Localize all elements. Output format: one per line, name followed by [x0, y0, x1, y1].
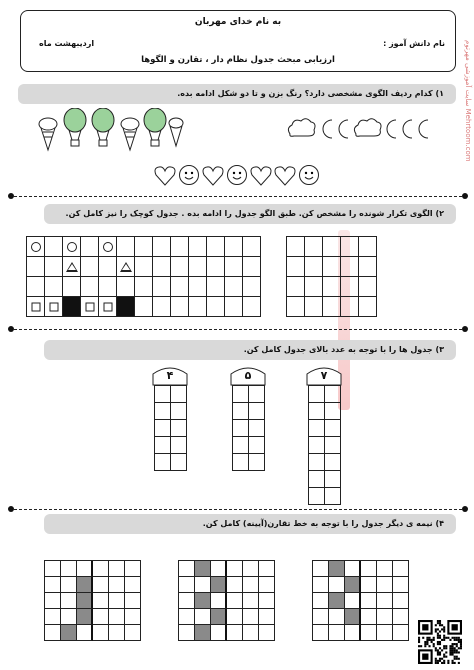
tower-cell[interactable]	[309, 403, 325, 420]
q1-row-heart-smiley	[154, 164, 324, 188]
section-divider	[14, 196, 462, 197]
tower-cell[interactable]	[155, 454, 171, 471]
question-2-bar	[44, 204, 456, 224]
symmetry-cell[interactable]	[227, 593, 243, 609]
tower-cell[interactable]	[325, 488, 341, 505]
symmetry-cell[interactable]	[93, 561, 109, 577]
grid-cell[interactable]	[323, 297, 341, 317]
grid-cell[interactable]	[45, 297, 63, 317]
grid-cell[interactable]	[225, 237, 243, 257]
symmetry-cell[interactable]	[377, 577, 393, 593]
smiley-icon	[228, 166, 247, 185]
grid-cell[interactable]	[99, 237, 117, 257]
ice-cream-icon	[169, 118, 183, 146]
grid-cell[interactable]	[171, 237, 189, 257]
grid-cell[interactable]	[81, 237, 99, 257]
divider-dot	[462, 193, 468, 199]
grid-cell[interactable]	[135, 237, 153, 257]
divider-dot	[462, 506, 468, 512]
tower-cell[interactable]	[233, 454, 249, 471]
grid-cell[interactable]	[287, 237, 305, 257]
symmetry-cell[interactable]	[259, 609, 275, 625]
date-label: اردیبهشت ماه	[39, 39, 95, 48]
symmetry-cell[interactable]	[393, 577, 409, 593]
qr-code-icon	[418, 620, 462, 664]
symmetry-cell[interactable]	[109, 625, 125, 641]
ice-cream-icon	[121, 118, 139, 150]
grid-cell[interactable]	[207, 277, 225, 297]
grid-cell[interactable]	[45, 277, 63, 297]
symmetry-cell[interactable]	[345, 561, 361, 577]
tower-cell[interactable]	[233, 437, 249, 454]
tower-cell[interactable]	[325, 454, 341, 471]
grid-cell[interactable]	[287, 277, 305, 297]
symmetry-cell[interactable]	[179, 577, 195, 593]
symmetry-cell[interactable]	[45, 625, 61, 641]
symmetry-cell[interactable]	[61, 561, 77, 577]
symmetry-cell[interactable]	[77, 561, 93, 577]
symmetry-cell[interactable]	[243, 593, 259, 609]
tower-cell[interactable]	[309, 471, 325, 488]
grid-cell[interactable]	[63, 257, 81, 277]
symmetry-cell[interactable]	[393, 561, 409, 577]
grid-cell[interactable]	[27, 297, 45, 317]
tower-cell[interactable]	[233, 420, 249, 437]
tower-cell[interactable]	[233, 403, 249, 420]
tower-cell[interactable]	[309, 386, 325, 403]
grid-cell[interactable]	[81, 297, 99, 317]
triangle-shape	[66, 262, 78, 272]
symmetry-cell[interactable]	[377, 561, 393, 577]
symmetry-cell[interactable]	[313, 593, 329, 609]
grid-cell[interactable]	[323, 277, 341, 297]
section-divider	[14, 329, 462, 330]
tower-cell[interactable]	[171, 386, 187, 403]
grid-cell[interactable]	[99, 277, 117, 297]
tower-grid-7[interactable]	[308, 385, 341, 505]
symmetry-cell[interactable]	[179, 593, 195, 609]
symmetry-cell[interactable]	[329, 609, 345, 625]
symmetry-cell[interactable]	[211, 609, 227, 625]
square-shape	[49, 302, 58, 311]
symmetry-cell[interactable]	[93, 625, 109, 641]
symmetry-cell[interactable]	[125, 609, 141, 625]
question-4-bar	[44, 514, 456, 534]
grid-cell[interactable]	[63, 277, 81, 297]
grid-cell[interactable]	[359, 257, 377, 277]
tower-cell[interactable]	[325, 437, 341, 454]
grid-cell[interactable]	[207, 237, 225, 257]
symmetry-cell[interactable]	[211, 577, 227, 593]
symmetry-cell[interactable]	[259, 561, 275, 577]
grid-cell[interactable]	[243, 297, 261, 317]
symmetry-cell[interactable]	[329, 577, 345, 593]
grid-cell[interactable]	[117, 277, 135, 297]
symmetry-cell[interactable]	[345, 577, 361, 593]
symmetry-cell[interactable]	[259, 577, 275, 593]
worksheet-header	[20, 10, 456, 72]
grid-cell[interactable]	[287, 297, 305, 317]
grid-cell[interactable]	[323, 257, 341, 277]
symmetry-cell[interactable]	[179, 625, 195, 641]
grid-cell[interactable]	[243, 237, 261, 257]
tower-cell[interactable]	[325, 420, 341, 437]
symmetry-cell[interactable]	[227, 561, 243, 577]
heart-icon	[275, 167, 295, 185]
grid-cell[interactable]	[135, 257, 153, 277]
symmetry-cell[interactable]	[377, 593, 393, 609]
grid-cell[interactable]	[63, 297, 81, 317]
tower-cell[interactable]	[249, 386, 265, 403]
symmetry-cell[interactable]	[179, 561, 195, 577]
grid-cell[interactable]	[287, 257, 305, 277]
symmetry-cell[interactable]	[259, 593, 275, 609]
grid-cell[interactable]	[153, 297, 171, 317]
symmetry-cell[interactable]	[61, 593, 77, 609]
hot-air-balloon-icon	[144, 108, 166, 146]
grid-cell[interactable]	[117, 237, 135, 257]
grid-cell[interactable]	[153, 237, 171, 257]
symmetry-cell[interactable]	[77, 577, 93, 593]
symmetry-cell[interactable]	[313, 577, 329, 593]
grid-cell[interactable]	[171, 257, 189, 277]
grid-cell[interactable]	[45, 257, 63, 277]
symmetry-cell[interactable]	[227, 609, 243, 625]
basmala: به نام خدای مهربان	[194, 17, 282, 27]
grid-cell[interactable]	[27, 277, 45, 297]
tower-cell[interactable]	[309, 488, 325, 505]
symmetry-cell[interactable]	[227, 625, 243, 641]
symmetry-cell[interactable]	[195, 577, 211, 593]
pattern-grid-large[interactable]	[26, 236, 261, 317]
heart-icon	[251, 167, 271, 185]
grid-cell[interactable]	[189, 297, 207, 317]
crescent-moon-icon	[387, 120, 396, 138]
symmetry-cell[interactable]	[93, 577, 109, 593]
symmetry-cell[interactable]	[61, 577, 77, 593]
grid-cell[interactable]	[225, 257, 243, 277]
symmetry-cell[interactable]	[329, 593, 345, 609]
grid-cell[interactable]	[225, 277, 243, 297]
symmetry-cell[interactable]	[313, 609, 329, 625]
tower-cell[interactable]	[249, 454, 265, 471]
grid-cell[interactable]	[171, 277, 189, 297]
triangle-shape	[120, 262, 132, 272]
symmetry-cell[interactable]	[313, 561, 329, 577]
symmetry-cell[interactable]	[109, 577, 125, 593]
tower-cell[interactable]	[325, 403, 341, 420]
crescent-moon-icon	[323, 120, 332, 138]
smiley-icon	[180, 166, 199, 185]
tower-number: ۵	[244, 369, 252, 382]
symmetry-cell[interactable]	[361, 593, 377, 609]
grid-cell[interactable]	[99, 297, 117, 317]
symmetry-cell[interactable]	[393, 609, 409, 625]
hot-air-balloon-icon	[92, 108, 114, 146]
symmetry-cell[interactable]	[393, 625, 409, 641]
symmetry-grid-1[interactable]	[44, 560, 141, 641]
grid-cell[interactable]	[45, 237, 63, 257]
smiley-icon	[300, 166, 319, 185]
symmetry-cell[interactable]	[45, 609, 61, 625]
tower-grid-4[interactable]	[154, 385, 187, 471]
grid-cell[interactable]	[305, 237, 323, 257]
tower-cell[interactable]	[249, 437, 265, 454]
grid-cell[interactable]	[135, 297, 153, 317]
heart-icon	[155, 167, 175, 185]
square-shape	[85, 302, 94, 311]
tower-cell[interactable]	[155, 437, 171, 454]
grid-cell[interactable]	[305, 277, 323, 297]
symmetry-cell[interactable]	[345, 593, 361, 609]
symmetry-cell[interactable]	[243, 577, 259, 593]
symmetry-cell[interactable]	[45, 577, 61, 593]
symmetry-cell[interactable]	[345, 625, 361, 641]
symmetry-cell[interactable]	[211, 561, 227, 577]
symmetry-cell[interactable]	[77, 593, 93, 609]
grid-cell[interactable]	[243, 257, 261, 277]
symmetry-cell[interactable]	[243, 561, 259, 577]
grid-cell[interactable]	[189, 237, 207, 257]
tower-cell[interactable]	[171, 454, 187, 471]
crescent-moon-icon	[403, 120, 412, 138]
grid-cell[interactable]	[135, 277, 153, 297]
circle-shape	[31, 242, 41, 252]
grid-cell[interactable]	[189, 257, 207, 277]
divider-dot	[462, 326, 468, 332]
tower-cell[interactable]	[249, 403, 265, 420]
symmetry-cell[interactable]	[361, 577, 377, 593]
symmetry-cell[interactable]	[377, 609, 393, 625]
grid-cell[interactable]	[117, 257, 135, 277]
tower-number: ۴	[166, 369, 174, 382]
tower-cell[interactable]	[309, 454, 325, 471]
tower-grid-5[interactable]	[232, 385, 265, 471]
grid-cell[interactable]	[243, 277, 261, 297]
symmetry-cell[interactable]	[195, 561, 211, 577]
symmetry-cell[interactable]	[243, 625, 259, 641]
tower-cell[interactable]	[171, 403, 187, 420]
symmetry-cell[interactable]	[211, 625, 227, 641]
symmetry-cell[interactable]	[109, 593, 125, 609]
question-4-text: ۴) نیمه ی دیگر جدول را با توجه به خط تقارن(آیینه) کامل کن.	[202, 519, 444, 528]
side-watermark: سایت آموزشی مهرتوم Mehrtoom.com	[464, 40, 472, 162]
symmetry-cell[interactable]	[109, 609, 125, 625]
symmetry-cell[interactable]	[125, 625, 141, 641]
pattern-grid-small[interactable]	[286, 236, 377, 317]
tower-cell[interactable]	[233, 386, 249, 403]
symmetry-grid-2[interactable]	[178, 560, 275, 641]
heart-icon	[203, 167, 223, 185]
question-2-text: ۲) الگوی تکرار شونده را مشخص کن. طبق الگو جدول را ادامه بده . جدول کوچک را نیز کامل کن.	[65, 209, 444, 218]
student-name-label: نام دانش آموز :	[383, 39, 445, 48]
symmetry-cell[interactable]	[195, 609, 211, 625]
grid-cell[interactable]	[63, 237, 81, 257]
grid-cell[interactable]	[207, 257, 225, 277]
symmetry-cell[interactable]	[227, 577, 243, 593]
symmetry-cell[interactable]	[361, 561, 377, 577]
symmetry-cell[interactable]	[377, 625, 393, 641]
circle-shape	[67, 242, 77, 252]
symmetry-cell[interactable]	[77, 625, 93, 641]
tower-cell[interactable]	[325, 386, 341, 403]
worksheet-title: ارزیابی مبحث جدول نظام دار ، تقارن و الگوها	[141, 55, 335, 65]
tower-cell[interactable]	[249, 420, 265, 437]
symmetry-cell[interactable]	[361, 625, 377, 641]
tower-cell[interactable]	[155, 386, 171, 403]
hot-air-balloon-icon	[64, 108, 86, 146]
symmetry-grid-3[interactable]	[312, 560, 409, 641]
symmetry-cell[interactable]	[61, 609, 77, 625]
grid-cell[interactable]	[99, 257, 117, 277]
grid-cell[interactable]	[341, 297, 359, 317]
ice-cream-icon	[39, 118, 57, 150]
cloud-icon	[354, 119, 381, 137]
tower-cell[interactable]	[155, 420, 171, 437]
cloud-icon	[288, 119, 315, 137]
symmetry-cell[interactable]	[259, 625, 275, 641]
grid-cell[interactable]	[359, 237, 377, 257]
grid-cell[interactable]	[27, 257, 45, 277]
symmetry-cell[interactable]	[45, 593, 61, 609]
tower-cell[interactable]	[309, 420, 325, 437]
symmetry-cell[interactable]	[61, 625, 77, 641]
square-shape	[31, 302, 40, 311]
square-shape	[103, 302, 112, 311]
grid-cell[interactable]	[341, 257, 359, 277]
symmetry-cell[interactable]	[93, 593, 109, 609]
tower-cell[interactable]	[325, 471, 341, 488]
grid-cell[interactable]	[153, 277, 171, 297]
grid-cell[interactable]	[359, 297, 377, 317]
symmetry-cell[interactable]	[109, 561, 125, 577]
tower-cell[interactable]	[171, 420, 187, 437]
symmetry-cell[interactable]	[243, 609, 259, 625]
symmetry-cell[interactable]	[361, 609, 377, 625]
symmetry-cell[interactable]	[329, 561, 345, 577]
crescent-moon-icon	[419, 120, 428, 138]
q1-row-cloud-moon	[286, 116, 436, 142]
grid-cell[interactable]	[323, 237, 341, 257]
circle-shape	[103, 242, 113, 252]
grid-cell[interactable]	[189, 277, 207, 297]
symmetry-cell[interactable]	[125, 561, 141, 577]
grid-cell[interactable]	[305, 257, 323, 277]
grid-cell[interactable]	[207, 297, 225, 317]
symmetry-cell[interactable]	[195, 625, 211, 641]
section-divider	[14, 509, 462, 510]
symmetry-cell[interactable]	[77, 609, 93, 625]
grid-cell[interactable]	[81, 277, 99, 297]
symmetry-cell[interactable]	[345, 609, 361, 625]
question-1-text: ۱) کدام ردیف الگوی مشخصی دارد؟ رنگ بزن و تا دو شکل ادامه بده.	[177, 89, 444, 98]
grid-cell[interactable]	[359, 277, 377, 297]
grid-cell[interactable]	[341, 277, 359, 297]
symmetry-cell[interactable]	[125, 593, 141, 609]
tower-cell[interactable]	[171, 437, 187, 454]
grid-cell[interactable]	[171, 297, 189, 317]
grid-cell[interactable]	[225, 297, 243, 317]
symmetry-cell[interactable]	[195, 593, 211, 609]
grid-cell[interactable]	[81, 257, 99, 277]
grid-cell[interactable]	[117, 297, 135, 317]
question-3-text: ۳) جدول ها را با توجه به عدد بالای جدول کامل کن.	[243, 345, 444, 354]
symmetry-cell[interactable]	[313, 625, 329, 641]
tower-cell[interactable]	[155, 403, 171, 420]
symmetry-cell[interactable]	[45, 561, 61, 577]
symmetry-cell[interactable]	[393, 593, 409, 609]
grid-cell[interactable]	[27, 237, 45, 257]
tower-cell[interactable]	[309, 437, 325, 454]
grid-cell[interactable]	[153, 257, 171, 277]
question-1-bar	[18, 84, 456, 104]
grid-cell[interactable]	[305, 297, 323, 317]
symmetry-cell[interactable]	[329, 625, 345, 641]
tower-number: ۷	[320, 369, 328, 382]
question-3-bar	[44, 340, 456, 360]
symmetry-cell[interactable]	[179, 609, 195, 625]
symmetry-cell[interactable]	[93, 609, 109, 625]
grid-cell[interactable]	[341, 237, 359, 257]
crescent-moon-icon	[339, 120, 348, 138]
symmetry-cell[interactable]	[211, 593, 227, 609]
symmetry-cell[interactable]	[125, 577, 141, 593]
